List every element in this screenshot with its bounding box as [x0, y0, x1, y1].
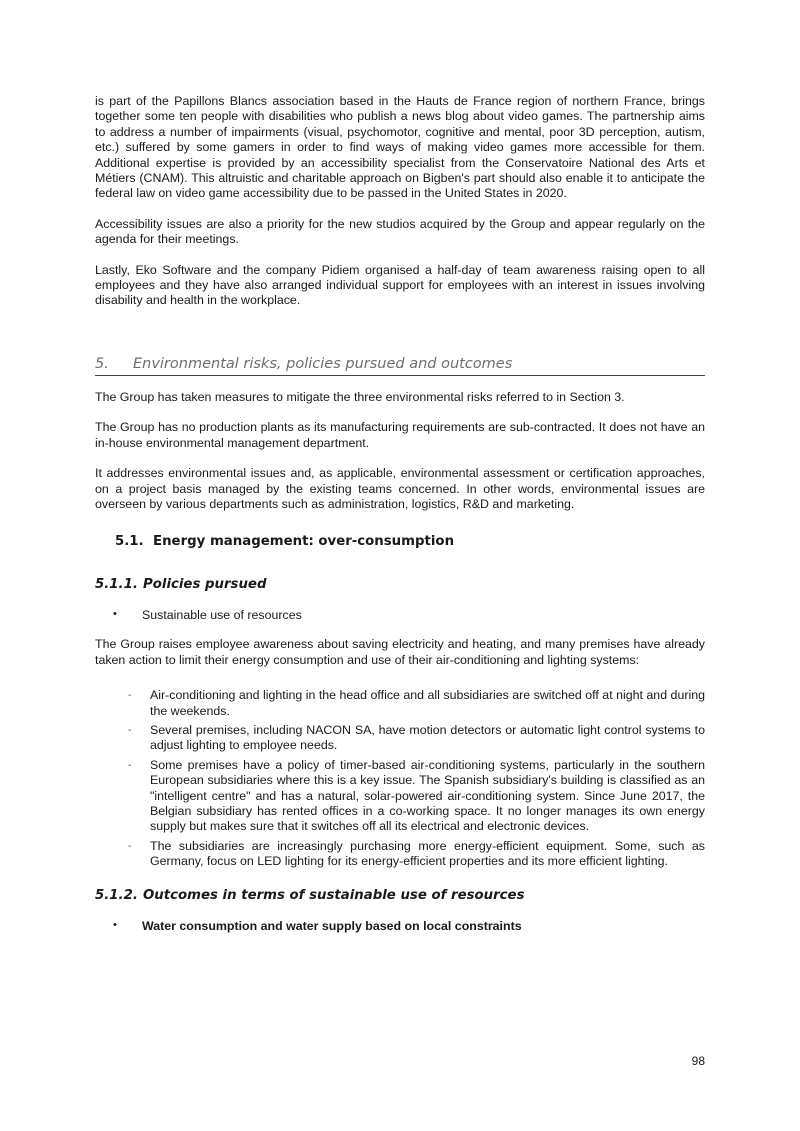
bullet-sustainable-use-label: Sustainable use of resources: [142, 608, 302, 623]
page-number: 98: [691, 1054, 705, 1068]
section-5-1-heading: [95, 534, 705, 549]
list-item: [128, 839, 705, 870]
dash-icon: -: [128, 690, 132, 702]
bullet-icon: •: [113, 608, 117, 621]
list-item-text: Air-conditioning and lighting in the head office and all subsidiaries are switched off at night and during the weekends.: [150, 688, 705, 718]
section-5-1-2-title: Outcomes in terms of sustainable use of resources: [143, 887, 525, 903]
list-item-text: The subsidiaries are increasingly purchasing more energy-efficient equipment. Some, such as Germany, focus on LED lighting for its energy-efficient properties and its more efficient lighting.: [150, 838, 705, 869]
section-5-paragraph-3: It addresses environmental issues and, as applicable, environmental assessment or certification approaches, on a project basis managed by the existing teams concerned. In other words, environmental issues are overseen by various departments such as administration, logistics, R&D and marketing.: [95, 466, 705, 511]
list-item-text: Several premises, including NACON SA, have motion detectors or automatic light control systems to adjust lighting to employee needs.: [150, 722, 705, 753]
bullet-icon: •: [113, 918, 117, 931]
list-item: [128, 688, 705, 719]
intro-paragraph-1: is part of the Papillons Blancs association based in the Hauts de France region of northern France, brings together some ten people with disabilities who publish a news blog about video games. The partnership aims to address a number of impairments (visual, psychomotor, cognitive and mental, poor 3D perception, autism, etc.) suffered by some gamers in order to find ways of making video games more accessible for them. Additional expertise is provided by an accessibility specialist from the Conservatoire National des Arts et Métiers (CNAM). This altruistic and charitable approach on Bigben's part should also enable it to anticipate the federal law on video game accessibility due to be passed in the United States in 2020.: [95, 94, 705, 201]
section-5-paragraph-2: The Group has no production plants as its manufacturing requirements are sub-contracted. It does not have an in-house environmental management department.: [95, 420, 705, 450]
bullet-water-consumption: [95, 919, 705, 933]
document-page: [95, 94, 705, 933]
section-5-1-number: 5.1.: [115, 534, 144, 550]
section-5-1-1-title: Policies pursued: [143, 577, 267, 593]
section-5-number: 5.: [95, 355, 109, 372]
section-5-1-title: Energy management: over-consumption: [153, 534, 455, 550]
list-item: [128, 758, 705, 835]
intro-paragraph-2: Accessibility issues are also a priority for the new studios acquired by the Group and appear regularly on the agenda for their meetings.: [95, 216, 705, 247]
section-5-1-2-number: 5.1.2.: [95, 887, 138, 903]
list-item-text: Some premises have a policy of timer-based air-conditioning systems, particularly in the southern European subsidiaries where this is a key issue. The Spanish subsidiary's building is classified as an "intelligent centre" and has a natural, solar-powered air-conditioning system. Since June 2017, the Belgian subsidiary has rented offices in a co-working space. It no longer manages its own energy supply but makes sure that it switches off all its electrical and electronic devices.: [150, 757, 705, 834]
dash-icon: -: [128, 759, 132, 771]
bullet-water-consumption-label: Water consumption and water supply based on local constraints: [142, 918, 522, 933]
section-5-1-1-paragraph: The Group raises employee awareness about saving electricity and heating, and many premises have already taken action to limit their energy consumption and use of their air-conditioning and lighting systems:: [95, 637, 705, 667]
section-5-1-2-heading: [95, 888, 705, 903]
dash-icon: -: [128, 724, 132, 736]
section-5-paragraph-1: The Group has taken measures to mitigate the three environmental risks referred to in Section 3.: [95, 389, 625, 404]
dash-icon: -: [128, 840, 132, 852]
measures-list: [95, 688, 705, 869]
section-5-1-1-heading: [95, 577, 705, 592]
intro-paragraph-3: Lastly, Eko Software and the company Pidiem organised a half-day of team awareness raising open to all employees and they have also arranged individual support for employees with an interest in issues involving disability and health in the workplace.: [95, 262, 705, 308]
list-item: [128, 723, 705, 754]
section-5-1-1-number: 5.1.1.: [95, 577, 138, 593]
bullet-sustainable-use: [95, 608, 705, 622]
section-5-title: Environmental risks, policies pursued and outcomes: [133, 355, 513, 372]
section-5-heading: [95, 356, 705, 376]
